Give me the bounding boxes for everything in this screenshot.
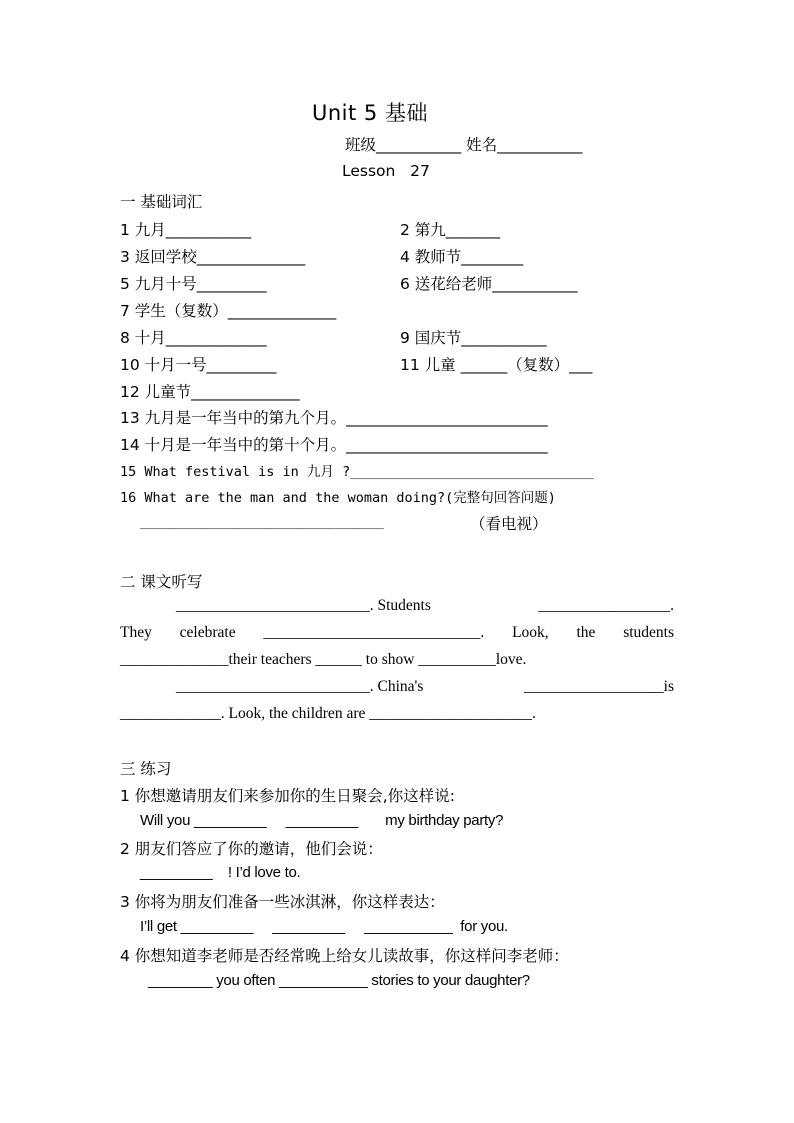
question-16-answer-line: ______________________________ xyxy=(140,514,384,530)
vocab-item-1: 1 九月___________ xyxy=(120,221,252,239)
question-16: 16 What are the man and the woman doing?(完整句回答问题) xyxy=(120,490,556,506)
vocab-item-9: 9 国庆节___________ xyxy=(400,329,547,347)
lesson-label: Lesson 27 xyxy=(342,162,430,180)
exercise-answer-2: _________ ! I’d love to. xyxy=(140,864,301,881)
question-15: 15 What festival is in 九月 ?______________________________ xyxy=(120,464,595,480)
exercise-prompt-2: 2 朋友们答应了你的邀请，他们会说： xyxy=(120,840,383,858)
exercise-prompt-4: 4 你想知道李老师是否经常晚上给女儿读故事，你这样问李老师： xyxy=(120,947,569,965)
dictation-text: students xyxy=(623,624,674,641)
vocab-item-4: 4 教师节________ xyxy=(400,248,524,266)
vocab-item-7: 7 学生（复数）______________ xyxy=(120,302,337,320)
vocab-item-11: 11 儿童 ______（复数）___ xyxy=(400,356,593,374)
dictation-line-4 xyxy=(176,678,674,696)
exercise-prompt-1: 1 你想邀请朋友们来参加你的生日聚会,你这样说: xyxy=(120,787,455,805)
dictation-text: Look, xyxy=(512,624,549,641)
dictation-line-2 xyxy=(120,624,674,642)
vocab-item-3: 3 返回学校______________ xyxy=(120,248,306,266)
dictation-text: _________________. xyxy=(538,597,674,614)
exercise-answer-3: I’ll get _________ _________ ___________ for you. xyxy=(140,918,508,935)
dictation-text: celebrate xyxy=(179,624,236,641)
dictation-text: __________________is xyxy=(524,678,674,695)
exercise-prompt-3: 3 你将为朋友们准备一些冰淇淋，你这样表达： xyxy=(120,893,445,911)
dictation-text: ____________________________. xyxy=(263,624,485,641)
class-name-line: 班级___________ 姓名___________ xyxy=(345,136,583,154)
section2-heading: 二 课文听写 xyxy=(120,573,203,591)
vocab-item-2: 2 第九_______ xyxy=(400,221,501,239)
dictation-text: _________________________. China's xyxy=(176,678,424,695)
dictation-line-1 xyxy=(176,597,674,615)
dictation-text: the xyxy=(576,624,596,641)
page-title: Unit 5 基础 xyxy=(312,101,428,125)
dictation-line-3: ______________their teachers ______ to show __________love. xyxy=(120,651,527,668)
vocab-item-5: 5 九月十号_________ xyxy=(120,275,267,293)
vocab-item-8: 8 十月_____________ xyxy=(120,329,267,347)
exercise-answer-1: Will you _________ _________ my birthday party? xyxy=(140,812,504,829)
vocab-item-14: 14 十月是一年当中的第十个月。__________________________ xyxy=(120,436,548,454)
section1-heading: 一 基础词汇 xyxy=(120,193,203,211)
dictation-line-5: _____________. Look, the children are _____________________. xyxy=(120,705,536,722)
vocab-item-13: 13 九月是一年当中的第九个月。__________________________ xyxy=(120,409,548,427)
dictation-text: They xyxy=(120,624,152,641)
vocab-item-6: 6 送花给老师___________ xyxy=(400,275,578,293)
question-16-hint: （看电视） xyxy=(470,515,548,533)
vocab-item-10: 10 十月一号_________ xyxy=(120,356,277,374)
section3-heading: 三 练习 xyxy=(120,760,172,778)
exercise-answer-4: ________ you often ___________ stories to your daughter? xyxy=(148,972,530,989)
dictation-text: _________________________. Students xyxy=(176,597,431,614)
vocab-item-12: 12 儿童节______________ xyxy=(120,383,300,401)
